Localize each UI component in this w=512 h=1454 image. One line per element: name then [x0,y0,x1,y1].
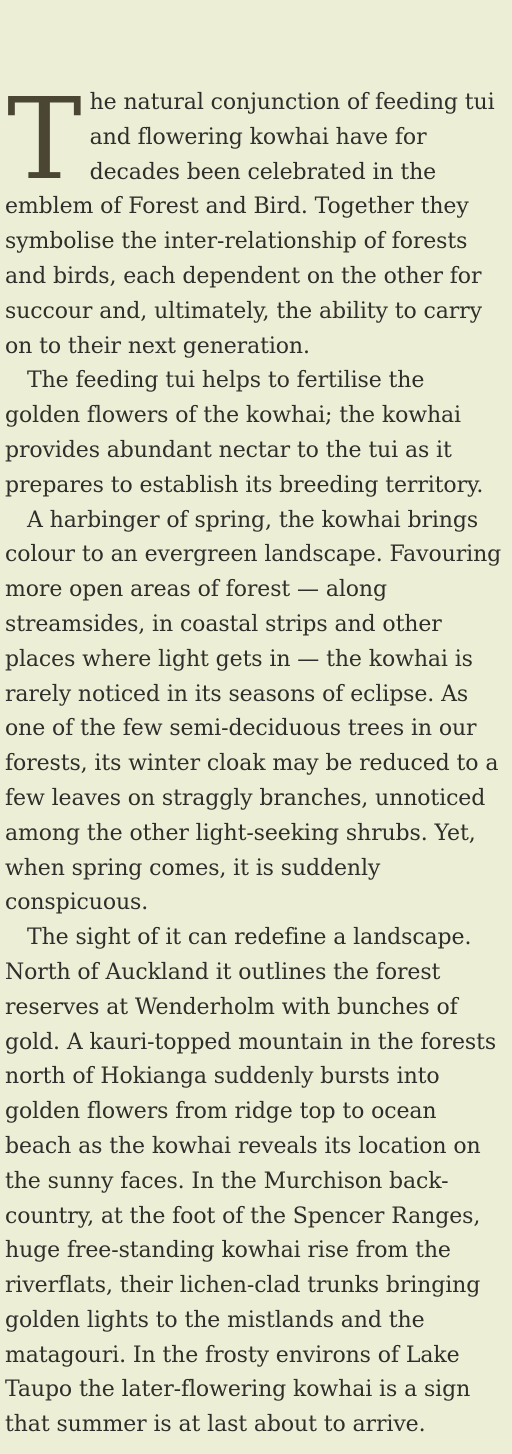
paragraph-1-text: he natural conjunction of feeding tui and flowering kowhai have for decades been celebrated in the emblem of Forest and Bird. Together they symbolise the inter-relationship of forests and birds, each dependent on the other for succour and, ultimately, the ability to carry on to their next generation. [5,90,495,359]
paragraph-2: The feeding tui helps to fertilise the golden flowers of the kowhai; the kowhai provides abundant nectar to the tui as it prepares to establish its breeding territory. [5,368,484,498]
paragraph-1 [5,75,502,364]
paragraph-3: A harbinger of spring, the kowhai brings colour to an evergreen landscape. Favouring more open areas of forest — along streamsides, in coastal strips and other places where light gets in — the kowhai is rarely noticed in its seasons of eclipse. As one of the few semi-deciduous trees in our forests, its winter cloak may be reduced to a few leaves on straggly branches, unnoticed among the other light-seeking shrubs. Yet, when spring comes, it is suddenly conspicuous. [5,507,502,916]
paragraph-4: The sight of it can redefine a landscape. North of Auckland it outlines the forest reserves at Wenderholm with bunches of gold. A kauri-topped mountain in the forests north of Hokianga suddenly bursts into golden flowers from ridge top to ocean beach as the kowhai reveals its location on the sunny faces. In the Murchison back-country, at the foot of the Spencer Ranges, huge free-standing kowhai rise from the riverflats, their lichen-clad trunks bringing golden lights to the mistlands and the matagouri. In the frosty environs of Lake Taupo the later-flowering kowhai is a sign that summer is at last about to arrive. [5,925,497,1438]
drop-cap: T [7,75,82,205]
